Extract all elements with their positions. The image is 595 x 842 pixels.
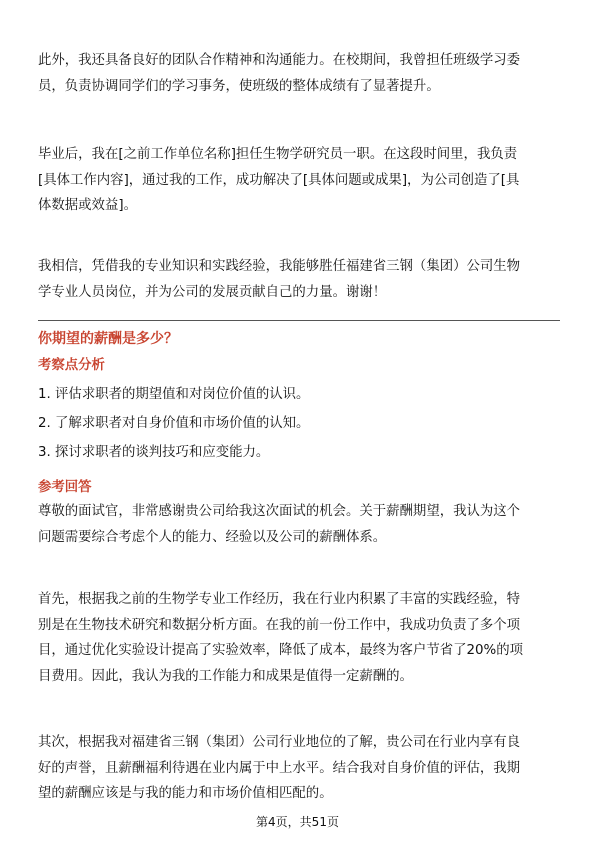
answer-paragraph-experience [38, 587, 560, 689]
answer-paragraph-company [38, 730, 560, 807]
text-line: 学专业人员岗位，并为公司的发展贡献自己的力量。谢谢！ [38, 284, 387, 300]
analysis-heading: 考察点分析 [38, 358, 105, 373]
text-line: 问题需要综合考虑个人的能力、经验以及公司的薪酬体系。 [38, 529, 387, 545]
text-line: 此外，我还具备良好的团队合作精神和沟通能力。在校期间，我曾担任班级学习委 [38, 53, 521, 68]
intro-paragraph-conclusion [38, 254, 560, 305]
intro-paragraph-teamwork [38, 48, 560, 99]
intro-paragraph-work-history [38, 142, 560, 219]
text-line: 目，通过优化实验设计提高了实验效率，降低了成本，最终为客户节省了20%的项 [38, 643, 524, 658]
text-line: 首先，根据我之前的生物学专业工作经历，我在行业内积累了丰富的实践经验，特 [38, 592, 521, 607]
text-line: 尊敬的面试官，非常感谢贵公司给我这次面试的机会。关于薪酬期望，我认为这个 [38, 504, 521, 519]
text-line: 体数据或效益]。 [38, 198, 137, 213]
text-line: 毕业后，我在[之前工作单位名称]担任生物学研究员一职。在这段时间里，我负责 [38, 147, 518, 162]
question-title: 你期望的薪酬是多少？ [38, 331, 178, 347]
text-line: 别是在生物技术研究和数据分析方面。在我的前一份工作中，我成功负责了多个项 [38, 617, 521, 633]
answer-paragraph-opening [38, 499, 560, 550]
analysis-item: 2. 了解求职者对自身价值和市场价值的认知。 [38, 416, 310, 431]
page-number-footer: 第4页，共51页 [256, 815, 339, 829]
section-divider [38, 320, 560, 321]
text-line: 我相信，凭借我的专业知识和实践经验，我能够胜任福建省三钢（集团）公司生物 [38, 259, 521, 274]
text-line: 员，负责协调同学们的学习事务，使班级的整体成绩有了显著提升。 [38, 78, 440, 94]
text-line: 望的薪酬应该是与我的能力和市场价值相匹配的。 [38, 786, 333, 801]
text-line: 其次，根据我对福建省三钢（集团）公司行业地位的了解，贵公司在行业内享有良 [38, 735, 521, 750]
analysis-item: 1. 评估求职者的期望值和对岗位价值的认识。 [38, 387, 310, 402]
text-line: 好的声誉，且薪酬福利待遇在业内属于中上水平。结合我对自身价值的评估，我期 [38, 760, 521, 776]
analysis-item: 3. 探讨求职者的谈判技巧和应变能力。 [38, 445, 270, 460]
text-line: [具体工作内容]，通过我的工作，成功解决了[具体问题或成果]，为公司创造了[具 [38, 172, 520, 188]
answer-heading: 参考回答 [38, 480, 92, 495]
text-line: 目费用。因此，我认为我的工作能力和成果是值得一定薪酬的。 [38, 668, 413, 684]
